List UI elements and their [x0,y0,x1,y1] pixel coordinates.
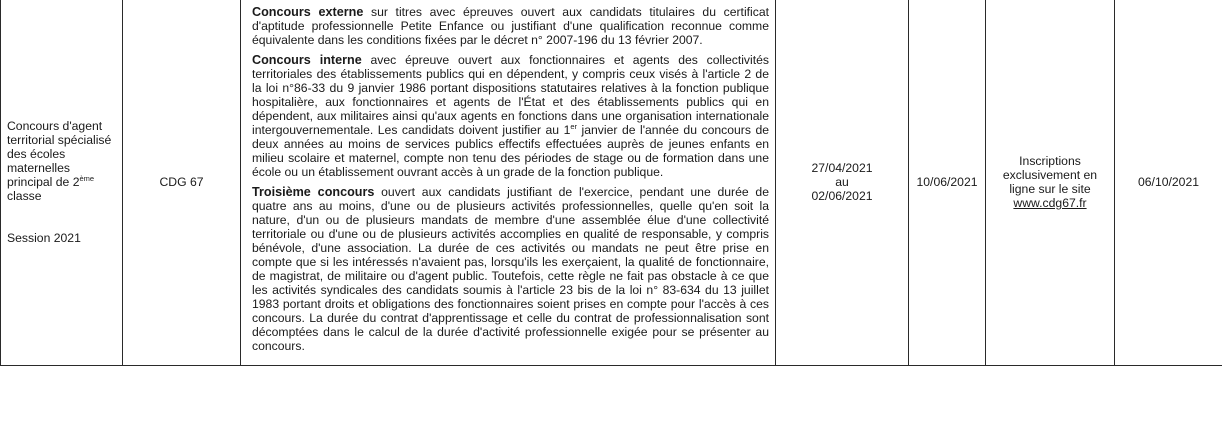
table-row [1,0,1222,366]
deadline-date: 10/06/2021 [916,175,978,189]
exam-date-cell [1115,0,1222,366]
session-label: Session 2021 [7,231,81,245]
organizer-cell [123,0,241,366]
organizer: CDG 67 [159,175,204,189]
concours-title-cell [1,0,123,366]
description-cell [241,0,776,366]
registration-dates-cell [776,0,909,366]
registration-start: 27/04/2021 [811,161,873,175]
interne-paragraph: Concours interne avec épreuve ouvert aux fonctionnaires et agents des collectivités territoriales des établissements publics qui en dépendent, y compris ceux visés à l'article 2 de la loi n°86-33 du 9 janvier 1986 portant dispositions statutaires relatives à la fonction publique hospitalière, aux fonctionnaires et agents de l'État et des établissements publics qui en dépendent, aux militaires ainsi qu'aux agents en fonctions dans une organisation internationale intergouvernementale. Les candidats doivent justifier au 1er janvier de l'année du concours de deux années au moins de services publics effectifs effectuées auprès de jeunes enfants en milieu scolaire et maternel, compte non tenu des périodes de stage ou de formation dans une école ou un établissement ouvrant accès à un grade de la fonction publique. [252,53,769,179]
troisieme-paragraph: Troisième concours ouvert aux candidats justifiant de l'exercice, pendant une durée de quatre ans au moins, d'une ou de plusieurs activités professionnelles, quelle qu'en soit la nature, d'un ou de plusieurs mandats de membre d'une assemblée élue d'une collectivité territoriale ou d'une ou de plusieurs activités accomplies en qualité de responsable, y compris bénévole, d'une association. La durée de ces activités ou mandats ne peut être prise en compte que si les intéressés n'avaient pas, lorsqu'ils les exerçaient, la qualité de fonctionnaire, de magistrat, de militaire ou d'agent public. Toutefois, cette règle ne fait pas obstacle à ce que les activités syndicales des candidats soumis à l'article 23 bis de la loi n° 83-634 du 13 juillet 1983 portant droits et obligations des fonctionnaires soient prises en compte pour l'accès à ces concours. La durée du contrat d'apprentissage et celle du contrat de professionnalisation sont décomptées dans le calcul de la durée d'activité professionnelle exigée pour se présenter au concours. [252,185,769,353]
exam-date: 06/10/2021 [1138,175,1199,189]
concours-title: Concours d'agent territorial spécialisé des écoles maternelles principal de 2ème classe [7,119,112,203]
deadline-cell [909,0,986,366]
registration-separator: au [835,175,849,189]
registration-method-cell [986,0,1115,366]
cdg67-link[interactable]: www.cdg67.fr [1013,196,1087,210]
registration-end: 02/06/2021 [811,189,873,203]
registration-method-text: Inscriptions exclusivement en ligne sur le site [1002,154,1098,196]
externe-paragraph: Concours externe sur titres avec épreuves ouvert aux candidats titulaires du certificat d'aptitude professionnelle Petite Enfance ou justifiant d'une qualification reconnue comme équivalente dans les conditions fixées par le décret n° 2007-196 du 13 février 2007. [252,5,770,47]
